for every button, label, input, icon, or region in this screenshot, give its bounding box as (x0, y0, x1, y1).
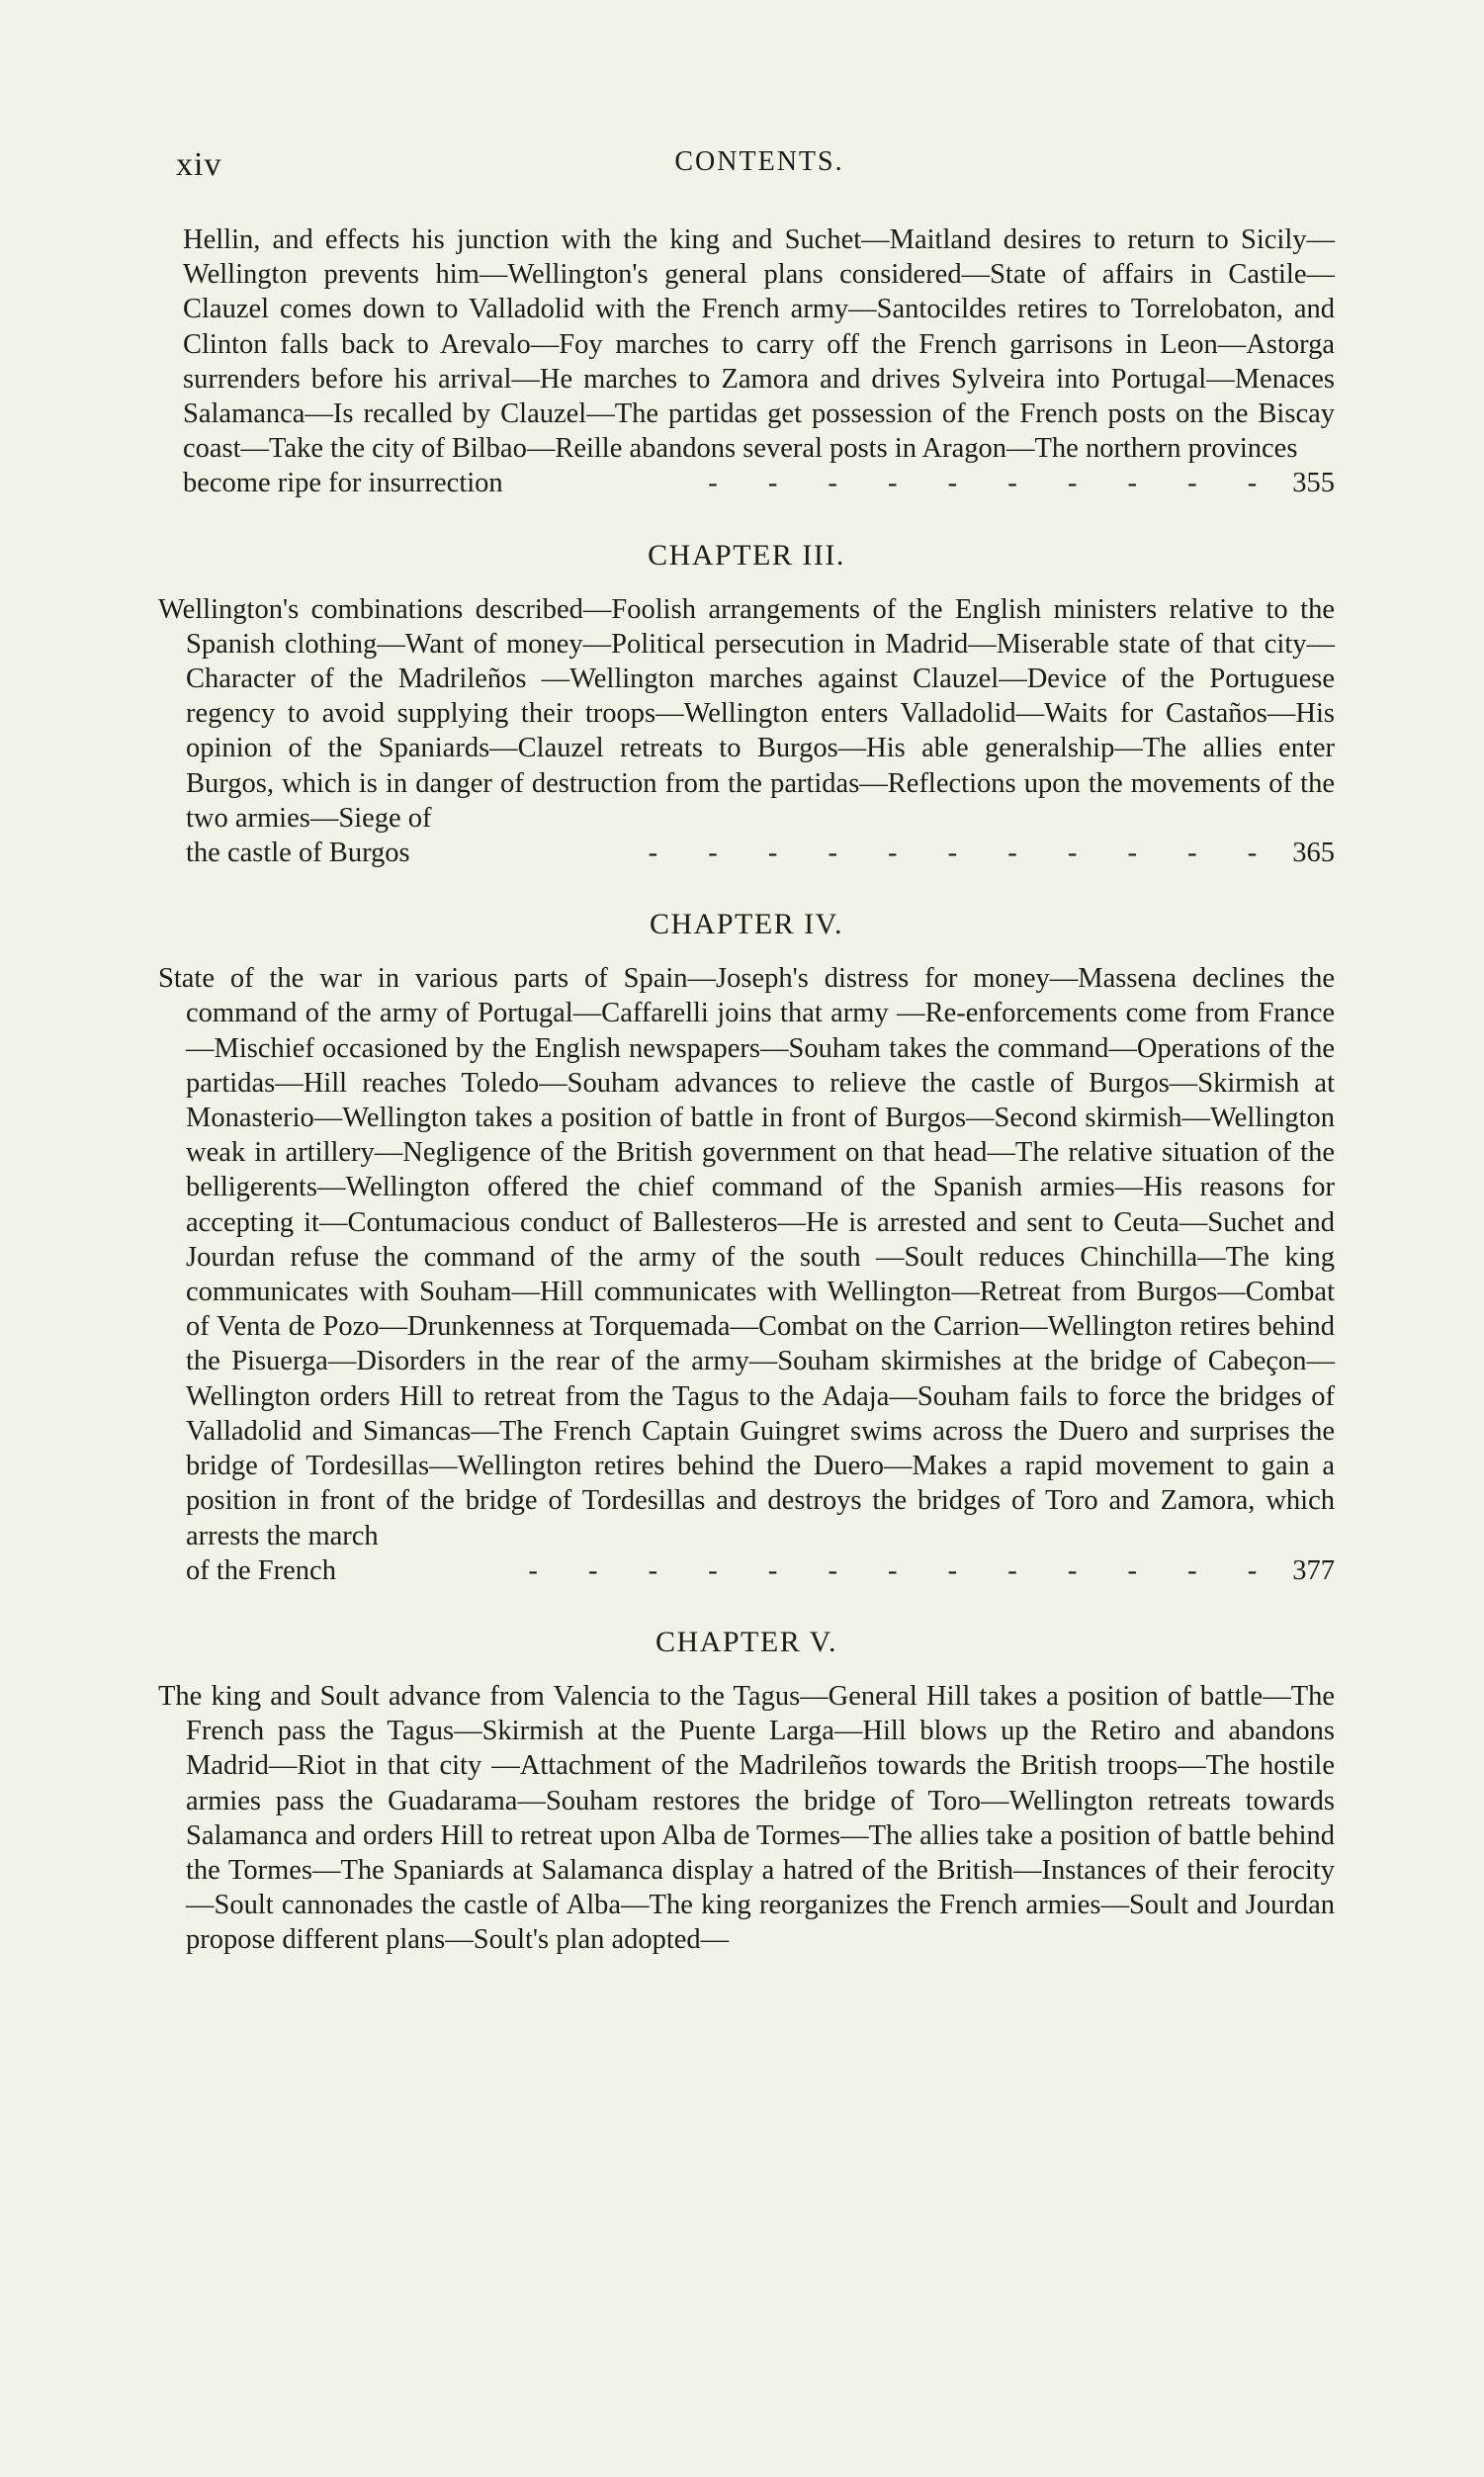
page-header (176, 146, 1343, 186)
entry-end-line (183, 466, 1335, 500)
summary-text: Hellin, and effects his junction with the king and Suchet—Maitland desires to return to Sicily—Wellington prevents him—Wellington's general plans considered—State of affairs in Castile—Clauzel comes down to Valladolid with the French army—Santocildes retires to Torrelobaton, and Clinton falls back to Arevalo—Foy marches to carry off the French garrisons in Leon—Astorga surrenders before his arrival—He marches to Zamora and drives Sylveira into Portugal—Menaces Salamanca—Is recalled by Clauzel—The partidas get possession of the French posts on the Biscay coast—Take the city of Bilbao—Reille abandons several posts in Aragon—The northern provinces (183, 224, 1335, 465)
entry-end-line (186, 1553, 1335, 1588)
summary-last-line: the castle of Burgos (186, 838, 410, 869)
chapter-iv-summary (158, 961, 1335, 1588)
page-reference[interactable]: 377 (1292, 1554, 1335, 1586)
running-title: CONTENTS. (674, 146, 844, 177)
summary-text: Wellington's combinations described—Foolish arrangements of the English ministers relative to the Spanish clothing—Want of money—Political persecution in Madrid—Miserable state of that city—Character of the Madrileños —Wellington marches against Clauzel—Device of the Portuguese regency to avoid supplying their troops—Wellington enters Valladolid—Waits for Castaños—His opinion of the Spaniards—Clauzel retreats to Burgos—His able generalship—The allies enter Burgos, which is in danger of destruction from the partidas—Reflections upon the movements of the two armies—Siege of (158, 593, 1335, 834)
chapter-v-heading: CHAPTER V. (655, 1625, 837, 1658)
chapter-v-summary (158, 1679, 1335, 1958)
chapter-iii-heading: CHAPTER III. (648, 538, 845, 572)
page-number: xiv (176, 146, 222, 183)
chapter-iii-summary (158, 592, 1335, 871)
dot-leader: - - - - - - - - - - (708, 468, 1279, 499)
contents-body (158, 222, 1335, 1958)
summary-last-line: become ripe for insurrection (183, 468, 503, 499)
dot-leader: - - - - - - - - - - - - - (528, 1554, 1279, 1586)
entry-end-line (186, 836, 1335, 870)
page-reference[interactable]: 355 (1292, 468, 1335, 499)
page-reference[interactable]: 365 (1292, 838, 1335, 869)
summary-text: The king and Soult advance from Valencia to the Tagus—General Hill takes a position of battle—The French pass the Tagus—Skirmish at the Puente Larga—Hill blows up the Retiro and abandons Madrid—Riot in that city —Attachment of the Madrileños towards the British troops—The hostile armies pass the Guadarama—Souham restores the bridge of Toro—Wellington retreats towards Salamanca and orders Hill to retreat upon Alba de Tormes—The allies take a position of battle behind the Tormes—The Spaniards at Salamanca display a hatred of the British—Instances of their ferocity —Soult cannonades the castle of Alba—The king reorganizes the French armies—Soult and Jourdan propose different plans—Soult's plan adopted— (158, 1680, 1335, 1956)
summary-last-line: of the French (186, 1554, 336, 1586)
chapter-ii-summary-continued (158, 222, 1335, 501)
summary-text: State of the war in various parts of Spain—Joseph's distress for money—Massena declines the command of the army of Portugal—Caffarelli joins that army —Re-enforcements come from France—Mischief occasioned by the English newspapers—Souham takes the command—Operations of the partidas—Hill reaches Toledo—Souham advances to relieve the castle of Burgos—Skirmish at Monasterio—Wellington takes a position of battle in front of Burgos—Second skirmish—Wellington weak in artillery—Negligence of the British government on that head—The relative situation of the belligerents—Wellington offered the chief command of the Spanish armies—His reasons for accepting it—Contumacious conduct of Ballesteros—He is arrested and sent to Ceuta—Suchet and Jourdan refuse the command of the army of the south —Soult reduces Chinchilla—The king communicates with Souham—Hill communicates with Wellington—Retreat from Burgos—Combat of Venta de Pozo—Drunkenness at Torquemada—Combat on the Carrion—Wellington retires behind the Pisuerga—Disorders in the rear of the army—Souham skirmishes at the bridge of Cabeçon—Wellington orders Hill to retreat from the Tagus to the Adaja—Souham fails to force the bridges of Valladolid and Simancas—The French Captain Guingret swims across the Duero and surprises the bridge of Tordesillas—Wellington retires behind the Duero—Makes a rapid movement to gain a position in front of the bridge of Tordesillas and destroys the bridges of Toro and Zamora, which arrests the march (158, 963, 1335, 1551)
dot-leader: - - - - - - - - - - - (648, 838, 1279, 869)
chapter-iv-heading: CHAPTER IV. (650, 908, 843, 941)
